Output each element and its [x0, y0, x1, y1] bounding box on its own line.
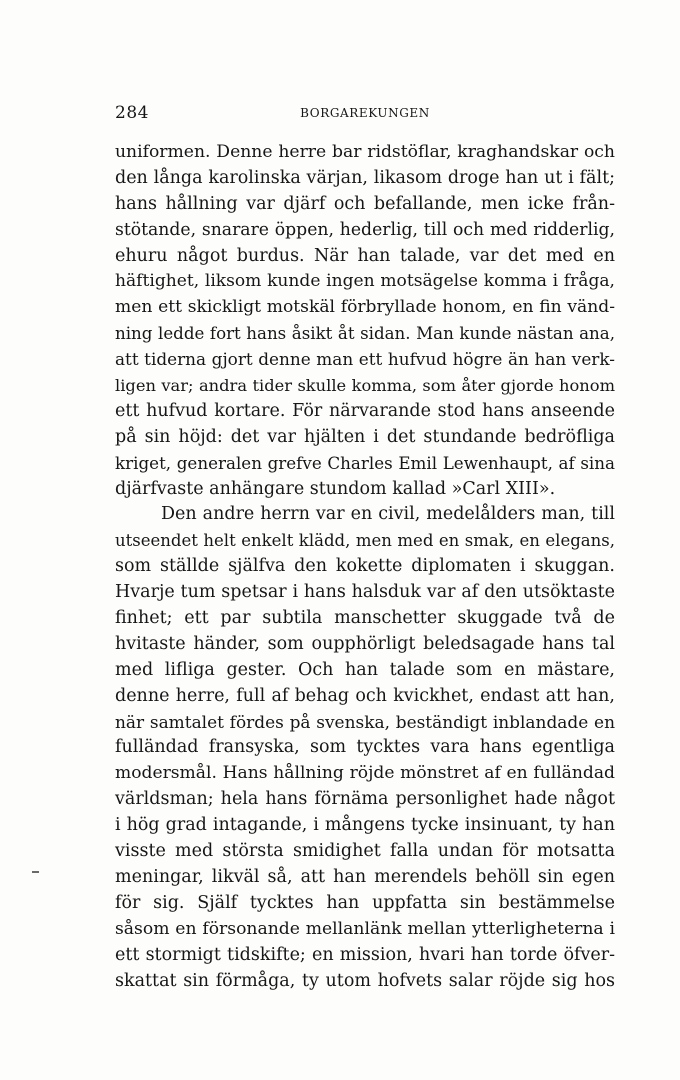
text-line: stötande, snarare öppen, hederlig, till och med ridderlig,	[115, 219, 615, 240]
running-head: BORGAREKUNGEN	[300, 106, 430, 120]
text-line: denne herre, full af behag och kvickhet, endast att han,	[115, 685, 615, 706]
text-line: på sin höjd: det var hjälten i det stundande bedröfliga	[115, 426, 615, 447]
page-header	[115, 103, 615, 127]
text-line: djärfvaste anhängare stundom kallad »Carl XIII».	[115, 478, 556, 499]
text-line: men ett skickligt motskäl förbryllade honom, en fin vänd-	[115, 297, 615, 318]
page-number: 284	[115, 103, 149, 123]
text-line: för sig. Själf tycktes han uppfatta sin bestämmelse	[115, 892, 615, 913]
text-line: med lifliga gester. Och han talade som en mästare,	[115, 659, 615, 680]
text-line: kriget, generalen grefve Charles Emil Lewenhaupt, af sina	[115, 452, 615, 473]
text-line: såsom en försonande mellanlänk mellan ytterligheterna i	[115, 918, 615, 939]
text-line: ett stormigt tidskifte; en mission, hvari han torde öfver-	[115, 944, 615, 965]
text-line: häftighet, liksom kunde ingen motsägelse komma i fråga,	[115, 271, 615, 292]
text-line: ett hufvud kortare. För närvarande stod hans anseende	[115, 400, 615, 421]
paragraph-start-line: Den andre herrn var en civil, medelålders man, till	[161, 504, 615, 525]
text-line: i hög grad intagande, i mångens tycke insinuant, ty han	[115, 815, 615, 836]
text-line: ehuru något burdus. När han talade, var det med en	[115, 245, 615, 266]
text-line: meningar, likväl så, att han merendels behöll sin egen	[115, 866, 615, 887]
text-line: modersmål. Hans hållning röjde mönstret af en fulländad	[115, 763, 615, 784]
margin-mark	[32, 871, 39, 873]
text-line: visste med största smidighet falla undan för motsatta	[115, 841, 615, 862]
text-line: ning ledde fort hans åsikt åt sidan. Man kunde nästan ana,	[115, 324, 615, 344]
text-line: fulländad fransyska, som tycktes vara hans egentliga	[115, 737, 615, 758]
text-line: ligen var; andra tider skulle komma, som åter gjorde honom	[115, 376, 615, 396]
text-line: den långa karolinska värjan, likasom droge han ut i fält;	[115, 167, 615, 188]
text-line: när samtalet fördes på svenska, beständigt inblandade en	[115, 711, 615, 732]
text-line: utseendet helt enkelt klädd, men med en smak, en elegans,	[115, 531, 615, 551]
text-line: uniformen. Denne herre bar ridstöflar, kraghandskar och	[115, 142, 615, 162]
body-text	[115, 140, 615, 994]
text-line: att tiderna gjort denne man ett hufvud högre än han verk-	[115, 349, 615, 370]
text-line: som ställde själfva den kokette diplomaten i skuggan.	[115, 556, 615, 577]
text-line: skattat sin förmåga, ty utom hofvets salar röjde sig hos	[115, 970, 615, 991]
text-line: Hvarje tum spetsar i hans halsduk var af den utsöktaste	[115, 582, 615, 603]
text-line: världsman; hela hans förnäma personlighet hade något	[115, 789, 615, 810]
text-line: hans hållning var djärf och befallande, men icke från-	[115, 193, 615, 214]
text-line: finhet; ett par subtila manschetter skuggade två de	[115, 608, 615, 629]
text-line: hvitaste händer, som oupphörligt beledsagade hans tal	[115, 633, 615, 654]
